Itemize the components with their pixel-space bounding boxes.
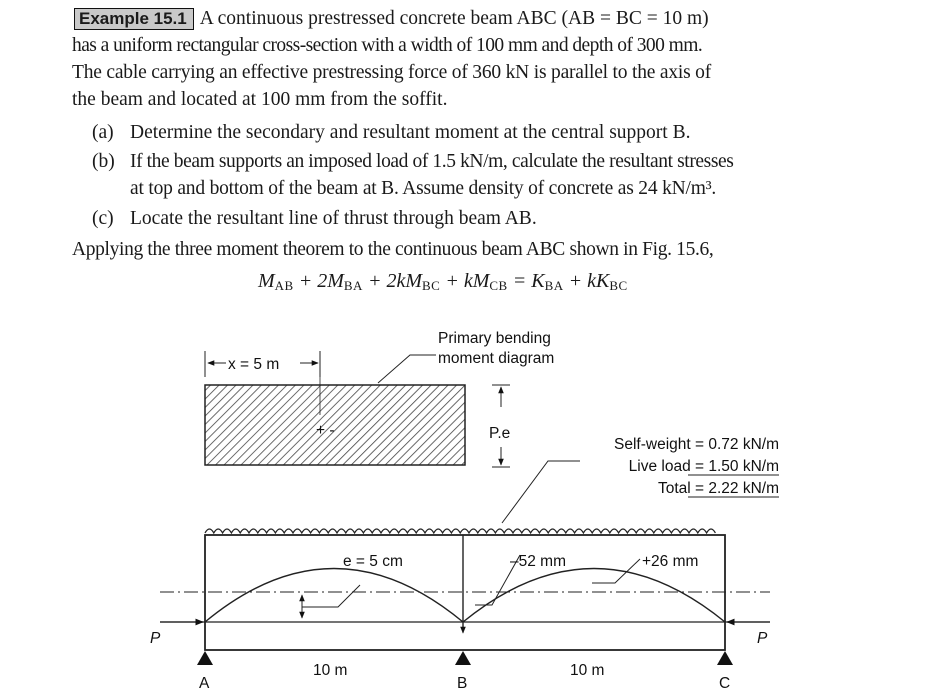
thrust-line-bc (463, 569, 725, 623)
support-b-label: B (457, 675, 468, 692)
primary-label-line-1: Primary bending (438, 330, 551, 347)
primary-moment-diagram (205, 385, 465, 465)
self-weight-label: Self-weight = 0.72 kN/m (614, 436, 779, 453)
example-heading-line (74, 7, 709, 31)
problem-line-1: A continuous prestressed concrete beam ABC (AB = BC = 10 m) (199, 8, 709, 29)
item-c-text: Locate the resultant line of thrust through beam AB. (130, 208, 537, 229)
diagram-centroid-mark: + - (316, 422, 335, 439)
live-load-label: Live load = 1.50 kN/m (628, 458, 779, 475)
support-a-label: A (199, 675, 210, 692)
distributed-load (205, 529, 715, 533)
item-a-marker: (a) (92, 122, 114, 143)
p-right-label: P (757, 630, 768, 647)
x-dimension-label: x = 5 m (228, 356, 280, 373)
total-load-label: Total = 2.22 kN/m (657, 480, 779, 497)
item-c-marker: (c) (92, 208, 114, 229)
three-moment-equation: $M_{AB} + 2M_{BA} + 2kM_{BC} + kM_{CB} = K_{BA} + kK_{BC}$ (258, 270, 628, 293)
problem-line-4: the beam and located at 100 mm from the soffit. (72, 89, 448, 110)
e-leader (302, 585, 360, 607)
minus52-label: –52 mm (510, 553, 566, 570)
item-b-text-cont: at top and bottom of the beam at B. Assume density of concrete as 24 kN/m³. (130, 178, 717, 199)
beam-figure (0, 315, 950, 695)
p-left-label: P (150, 630, 161, 647)
example-label: Example 15.1 (74, 8, 194, 30)
plus26-leader (592, 559, 640, 583)
support-c-label: C (719, 675, 731, 692)
item-b-text: If the beam supports an imposed load of 1.5 kN/m, calculate the resultant stresses (130, 151, 734, 172)
primary-label-leader (378, 355, 436, 383)
item-a-text: Determine the secondary and resultant moment at the central support B. (130, 122, 691, 143)
item-b-marker: (b) (92, 151, 115, 172)
e-label: e = 5 cm (343, 553, 403, 570)
problem-line-3: The cable carrying an effective prestressing force of 360 kN is parallel to the axis of (72, 62, 712, 83)
load-leader (502, 461, 580, 523)
support-b (455, 651, 471, 665)
span-ab-label: 10 m (313, 662, 348, 679)
support-a (197, 651, 213, 665)
applying-line: Applying the three moment theorem to the continuous beam ABC shown in Fig. 15.6, (72, 239, 714, 260)
span-bc-label: 10 m (570, 662, 605, 679)
primary-label-line-2: moment diagram (438, 350, 555, 367)
pe-label: P.e (489, 425, 511, 442)
plus26-label: +26 mm (642, 553, 699, 570)
problem-line-2: has a uniform rectangular cross-section with a width of 100 mm and depth of 300 mm. (72, 35, 703, 56)
support-c (717, 651, 733, 665)
thrust-line-ab (205, 569, 463, 623)
